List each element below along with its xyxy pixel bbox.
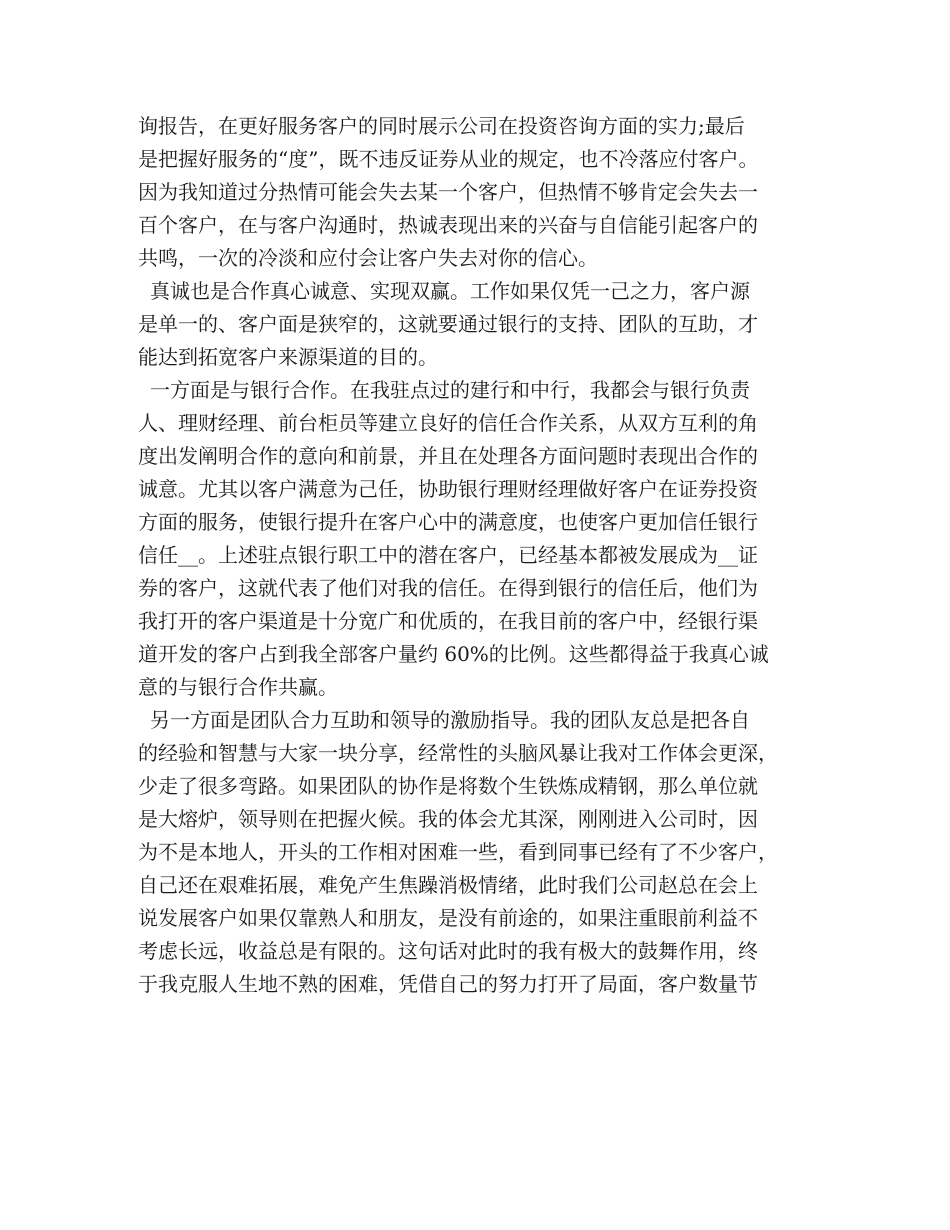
text-line: 人、理财经理、前台柜员等建立良好的信任合作关系，从双方互利的角 [138, 411, 758, 435]
text-line: 意的与银行合作共赢。 [138, 675, 338, 699]
text-line: 诚意。尤其以客户满意为己任，协助银行理财经理做好客户在证券投资 [138, 477, 758, 501]
text-line: 于我克服人生地不熟的困难，凭借自己的努力打开了局面，客户数量节 [138, 972, 758, 996]
text-line: 的经验和智慧与大家一块分享，经常性的头脑风暴让我对工作体会更深， [138, 741, 778, 765]
text-line: 能达到拓宽客户来源渠道的目的。 [138, 345, 438, 369]
paragraph-start-line: 真诚也是合作真心诚意、实现双赢。工作如果仅凭一己之力，客户源 [150, 279, 750, 303]
text-line: 道开发的客户占到我全部客户量约 60%的比例。这些都得益于我真心诚 [138, 642, 769, 666]
text-line: 少走了很多弯路。如果团队的协作是将数个生铁炼成精钢，那么单位就 [138, 774, 758, 798]
text-line: 是单一的、客户面是狭窄的，这就要通过银行的支持、团队的互助，才 [138, 312, 758, 336]
text-line: 信任__。上述驻点银行职工中的潜在客户，已经基本都被发展成为__证 [138, 543, 758, 567]
text-line: 说发展客户如果仅靠熟人和朋友，是没有前途的，如果注重眼前利益不 [138, 906, 758, 930]
text-line: 自己还在艰难拓展，难免产生焦躁消极情绪，此时我们公司赵总在会上 [138, 873, 758, 897]
text-line: 我打开的客户渠道是十分宽广和优质的，在我目前的客户中，经银行渠 [138, 609, 758, 633]
text-line: 是把握好服务的“度”，既不违反证券从业的规定，也不冷落应付客户。 [138, 147, 759, 171]
paragraph-start-line: 一方面是与银行合作。在我驻点过的建行和中行，我都会与银行负责 [150, 378, 750, 402]
text-line: 因为我知道过分热情可能会失去某一个客户，但热情不够肯定会失去一 [138, 180, 758, 204]
text-line: 询报告，在更好服务客户的同时展示公司在投资咨询方面的实力;最后 [138, 114, 745, 138]
document-body [138, 110, 818, 1001]
text-line: 是大熔炉，领导则在把握火候。我的体会尤其深，刚刚进入公司时，因 [138, 807, 758, 831]
text-line: 共鸣，一次的冷淡和应付会让客户失去对你的信心。 [138, 246, 598, 270]
text-line: 为不是本地人，开头的工作相对困难一些，看到同事已经有了不少客户， [138, 840, 778, 864]
paragraph-start-line: 另一方面是团队合力互助和领导的激励指导。我的团队友总是把各自 [150, 708, 750, 732]
text-line: 券的客户，这就代表了他们对我的信任。在得到银行的信任后，他们为 [138, 576, 758, 600]
text-line: 百个客户，在与客户沟通时，热诚表现出来的兴奋与自信能引起客户的 [138, 213, 758, 237]
text-line: 方面的服务，使银行提升在客户心中的满意度，也使客户更加信任银行 [138, 510, 758, 534]
text-line: 度出发阐明合作的意向和前景，并且在处理各方面问题时表现出合作的 [138, 444, 758, 468]
text-line: 考虑长远，收益总是有限的。这句话对此时的我有极大的鼓舞作用，终 [138, 939, 758, 963]
